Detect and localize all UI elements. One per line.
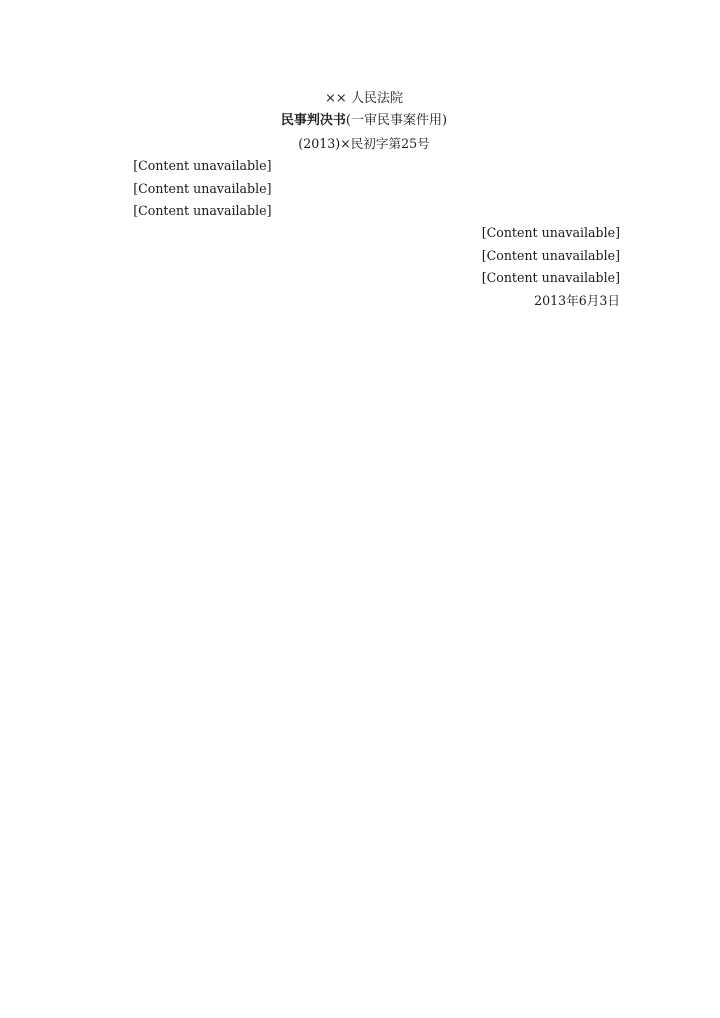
judgment-date: 2013年6月3日 bbox=[534, 292, 620, 308]
document-title bbox=[108, 110, 620, 132]
document-body bbox=[108, 88, 620, 312]
assessor-2-signature: [Content unavailable] bbox=[481, 270, 620, 286]
assessor-1-signature: [Content unavailable] bbox=[481, 247, 620, 263]
document-title-subtitle: (一审民事案件用) bbox=[345, 113, 448, 129]
court-name: ×× 人民法院 bbox=[325, 91, 403, 106]
presiding-judge-signature: [Content unavailable] bbox=[481, 225, 620, 241]
paragraph-3: [Content unavailable] bbox=[133, 203, 272, 219]
paragraph-1: [Content unavailable] bbox=[133, 158, 272, 174]
paragraph-2: [Content unavailable] bbox=[133, 180, 272, 196]
document-title-main: 民事判决书 bbox=[280, 113, 346, 129]
case-number: (2013)×民初字第25号 bbox=[298, 135, 430, 151]
